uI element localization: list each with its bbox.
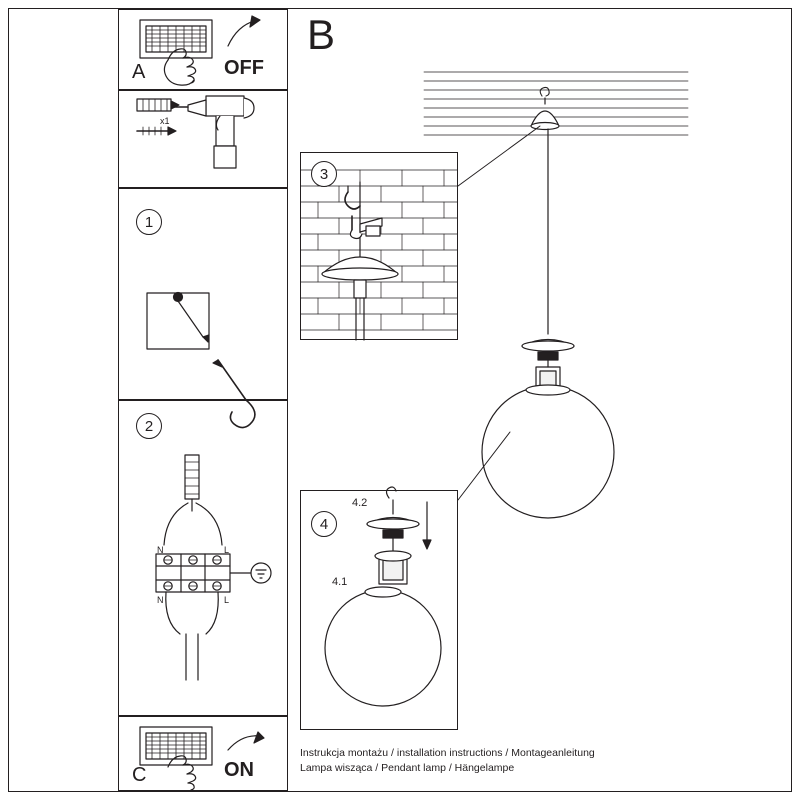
arrow-on bbox=[228, 732, 264, 750]
hook-large bbox=[213, 360, 255, 428]
arrow-off bbox=[228, 16, 260, 46]
label-terminal-n-bottom: N bbox=[157, 595, 164, 605]
footer-text bbox=[300, 746, 595, 776]
step-marker-1: 1 bbox=[136, 209, 162, 235]
footer-line-1: Instrukcja montażu / installation instructions / Montageanleitung bbox=[300, 746, 595, 759]
label-sub-42: 4.2 bbox=[352, 497, 368, 509]
label-off: OFF bbox=[224, 57, 264, 79]
section-title-b: B bbox=[307, 11, 336, 58]
label-step-a: A bbox=[132, 61, 146, 83]
ceiling-hook-detail bbox=[147, 293, 209, 350]
label-terminal-n-top: N bbox=[157, 545, 164, 555]
wiring-diagram bbox=[156, 455, 271, 680]
label-screw-count: x1 bbox=[160, 116, 170, 126]
step3-detail bbox=[300, 170, 458, 340]
label-on: ON bbox=[224, 759, 254, 781]
step-marker-2: 2 bbox=[136, 413, 162, 439]
footer-line-2: Lampa wisząca / Pendant lamp / Hängelampe bbox=[300, 761, 515, 774]
step4-detail bbox=[325, 487, 441, 706]
label-sub-41: 4.1 bbox=[332, 576, 348, 588]
label-step-c: C bbox=[132, 764, 147, 786]
drill-tool bbox=[174, 96, 254, 168]
switch-plate-c bbox=[140, 727, 212, 790]
screw bbox=[137, 127, 176, 135]
label-terminal-l-top: L bbox=[224, 545, 230, 555]
main-pendant-lamp bbox=[424, 72, 688, 518]
step-marker-4: 4 bbox=[311, 511, 337, 537]
earth-symbol bbox=[251, 563, 271, 583]
switch-plate-a bbox=[140, 20, 212, 85]
label-terminal-l-bottom: L bbox=[224, 595, 230, 605]
wall-plug bbox=[137, 99, 179, 111]
step-marker-3: 3 bbox=[311, 161, 337, 187]
